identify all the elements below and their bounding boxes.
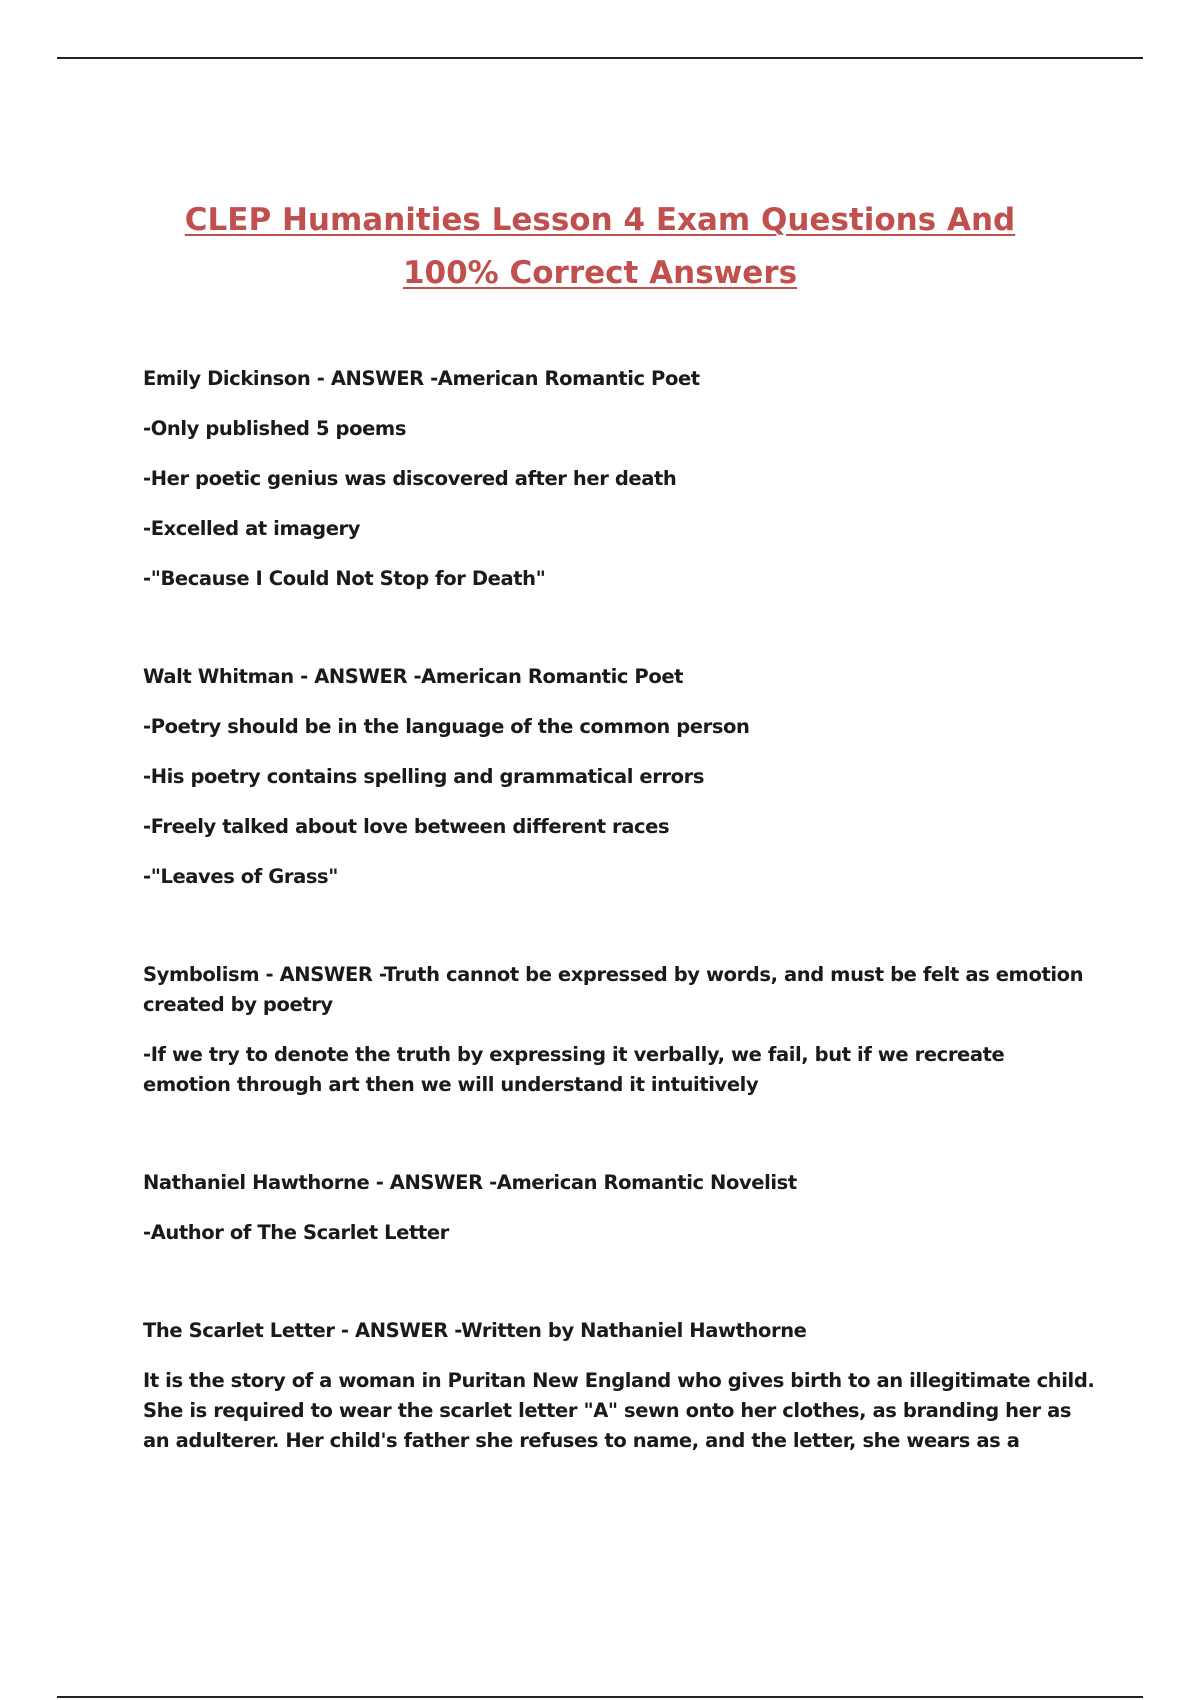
- entry-detail: -If we try to denote the truth by expressing it verbally, we fail, but if we recreate emotion through art then we will understand it intuitively: [143, 1043, 1005, 1096]
- entry-detail: -Only published 5 poems: [143, 417, 407, 440]
- entry-question: The Scarlet Letter - ANSWER -Written by Nathaniel Hawthorne: [143, 1319, 807, 1342]
- entry-question: Emily Dickinson - ANSWER -American Romantic Poet: [143, 367, 700, 390]
- qa-entry-emily-dickinson: [143, 364, 1098, 594]
- qa-entry-walt-whitman: [143, 662, 1098, 892]
- qa-entry-nathaniel-hawthorne: [143, 1168, 1098, 1248]
- title-line-1: CLEP Humanities Lesson 4 Exam Questions And: [184, 202, 1016, 238]
- qa-entry-symbolism: [143, 960, 1098, 1100]
- page-top-rule: [57, 57, 1143, 59]
- title-line-2: 100% Correct Answers: [402, 255, 798, 291]
- entry-question: Walt Whitman - ANSWER -American Romantic Poet: [143, 665, 684, 688]
- entry-detail: -Excelled at imagery: [143, 517, 361, 540]
- page-bottom-rule: [57, 1696, 1143, 1698]
- document-title: [100, 194, 1100, 300]
- qa-content: [143, 364, 1098, 1524]
- entry-detail: -Author of The Scarlet Letter: [143, 1221, 449, 1244]
- entry-detail: -His poetry contains spelling and grammatical errors: [143, 765, 705, 788]
- entry-detail: It is the story of a woman in Puritan New England who gives birth to an illegitimate child. She is required to wear the scarlet letter "A" sewn onto her clothes, as branding her as an adulterer. Her child's father she refuses to name, and the letter, she wears as a: [143, 1369, 1095, 1452]
- entry-detail: -Poetry should be in the language of the common person: [143, 715, 750, 738]
- entry-question: Symbolism - ANSWER -Truth cannot be expressed by words, and must be felt as emotion created by poetry: [143, 963, 1084, 1016]
- entry-detail: -"Leaves of Grass": [143, 865, 339, 888]
- entry-detail: -"Because I Could Not Stop for Death": [143, 567, 546, 590]
- entry-detail: -Freely talked about love between different races: [143, 815, 670, 838]
- entry-question: Nathaniel Hawthorne - ANSWER -American Romantic Novelist: [143, 1171, 797, 1194]
- qa-entry-scarlet-letter: [143, 1316, 1098, 1456]
- entry-detail: -Her poetic genius was discovered after her death: [143, 467, 677, 490]
